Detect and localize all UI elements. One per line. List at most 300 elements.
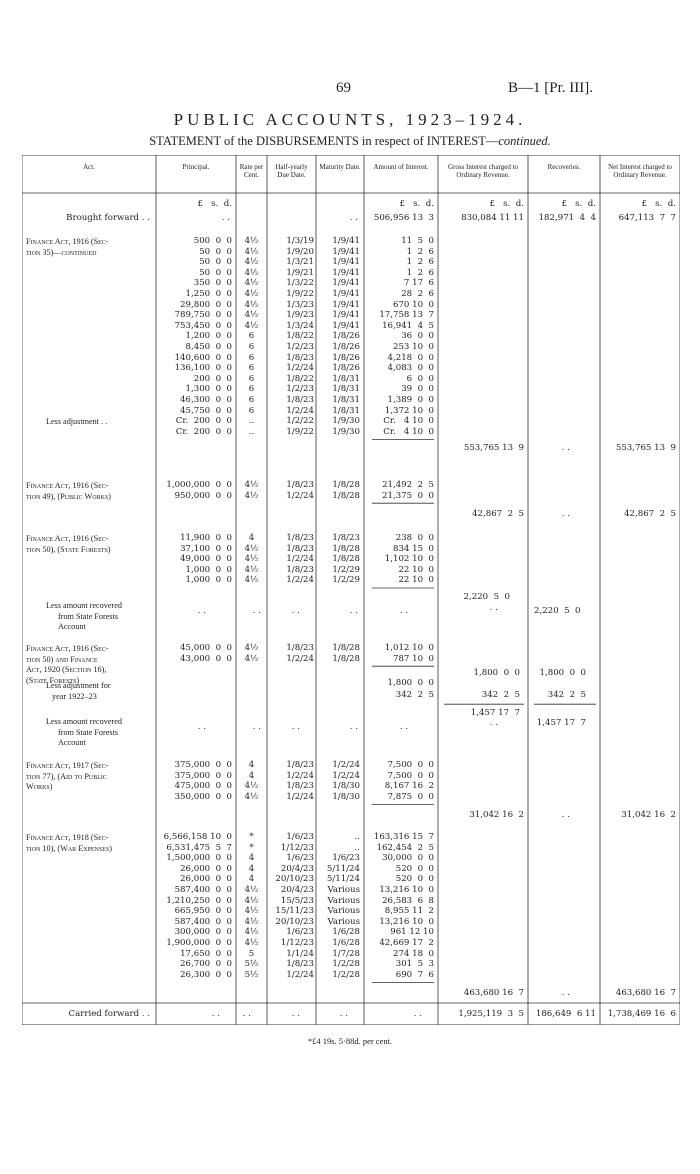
maturity-cell: 1/9/41 — [332, 310, 360, 321]
rate-cell: 4 — [248, 770, 255, 781]
due-date-cell: 1/1/24 — [286, 948, 314, 959]
table-cell: . . — [211, 1009, 220, 1019]
principal-cell: 45,000 0 0 — [180, 643, 232, 653]
rate-cell: * — [249, 832, 254, 842]
column-header: Maturity Date. — [319, 163, 361, 171]
column-header: Recoveries. — [547, 163, 581, 171]
rate-cell: 6 — [248, 342, 255, 352]
principal-cell: 665,950 0 0 — [174, 906, 232, 917]
interest-cell: 26,583 6 8 — [382, 895, 434, 906]
principal-cell: 200 0 0 — [193, 373, 232, 384]
rate-cell: 4½ — [244, 490, 259, 501]
carried-forward-gross: 1,925,119 3 5 — [458, 1009, 524, 1019]
rate-cell: 6 — [248, 352, 255, 363]
due-date-cell: 20/4/23 — [280, 863, 314, 874]
due-date-cell: 1/3/23 — [286, 299, 314, 310]
rate-cell: 6 — [248, 363, 255, 374]
maturity-cell: 1/6/28 — [332, 938, 360, 948]
table-cell: . . — [349, 213, 358, 223]
due-date-cell: 1/2/22 — [286, 416, 314, 427]
maturity-cell: 1/9/41 — [332, 278, 360, 289]
subtotal-amount: 1,800 0 0 — [387, 678, 434, 689]
due-date-cell: 1/3/19 — [286, 236, 314, 246]
due-date-cell: 1/8/23 — [286, 760, 314, 770]
rate-cell: 4½ — [244, 246, 259, 257]
principal-cell: Cr. 200 0 0 — [175, 416, 232, 427]
rate-cell: 4½ — [244, 564, 259, 575]
principal-cell: 500 0 0 — [193, 236, 232, 246]
net-total: 31,042 16 2 — [621, 810, 676, 821]
maturity-cell: 1/8/28 — [332, 643, 360, 653]
due-date-cell: 1/2/24 — [286, 554, 314, 565]
maturity-cell: 1/8/28 — [332, 480, 360, 490]
due-date-cell: 15/5/23 — [280, 895, 314, 906]
table-cell: . . — [197, 722, 206, 733]
principal-cell: 50 0 0 — [199, 246, 232, 257]
maturity-cell: 1/9/41 — [332, 289, 360, 299]
currency-heading: £ s. d. — [197, 199, 232, 209]
rate-cell: 4½ — [244, 236, 259, 246]
recovery-note: Account — [58, 738, 86, 748]
principal-cell: 350 0 0 — [193, 278, 232, 289]
maturity-cell: 1/9/41 — [332, 267, 360, 278]
section-act-title: tion 77), (Aid to Public — [26, 771, 107, 781]
interest-cell: 6 0 0 — [406, 373, 434, 384]
table-cell: . . — [489, 718, 498, 729]
due-date-cell: 20/4/23 — [280, 885, 314, 895]
maturity-cell: 1/8/26 — [332, 342, 360, 352]
rate-cell: 4½ — [244, 906, 259, 917]
maturity-cell: 1/8/28 — [332, 543, 360, 554]
interest-cell: 238 0 0 — [395, 533, 434, 543]
interest-cell: 163,316 15 7 — [373, 832, 434, 842]
recoveries-total: . . — [561, 810, 570, 821]
principal-cell: 375,000 0 0 — [174, 760, 232, 770]
principal-cell: 587,400 0 0 — [174, 885, 232, 895]
interest-cell: 22 10 0 — [398, 564, 434, 575]
interest-cell: 1,389 0 0 — [387, 395, 434, 405]
principal-cell: 46,300 0 0 — [180, 395, 232, 405]
maturity-cell: Various — [327, 885, 360, 895]
interest-cell: 1 2 6 — [406, 257, 434, 268]
section-act-title: tion 35)—continued — [26, 247, 97, 257]
rate-cell: 4½ — [244, 278, 259, 289]
interest-cell: 253 10 0 — [392, 342, 434, 352]
rate-cell: 4½ — [244, 781, 259, 792]
principal-cell: 1,200 0 0 — [185, 331, 232, 342]
maturity-cell: Various — [327, 895, 360, 906]
maturity-cell: Various — [327, 916, 360, 927]
maturity-cell: 1/6/28 — [332, 927, 360, 938]
principal-cell: 45,750 0 0 — [180, 405, 232, 416]
maturity-cell: 1/8/31 — [332, 384, 360, 395]
rate-cell: 4½ — [244, 289, 259, 299]
interest-cell: 834 15 0 — [392, 543, 434, 554]
interest-cell: 301 5 3 — [395, 959, 434, 970]
principal-cell: 789,750 0 0 — [174, 310, 232, 321]
due-date-cell: 1/8/22 — [286, 331, 314, 342]
due-date-cell: 1/3/22 — [286, 278, 314, 289]
column-header: Amount of Interest. — [373, 163, 429, 171]
rate-cell: 4 — [248, 853, 255, 864]
gross-total: 31,042 16 2 — [469, 810, 524, 821]
interest-cell: 1,012 10 0 — [384, 643, 434, 653]
due-date-cell: 1/8/22 — [286, 373, 314, 384]
rate-cell: 6 — [248, 331, 255, 342]
interest-cell: 690 7 6 — [395, 969, 434, 980]
interest-cell: 8,955 11 2 — [384, 906, 434, 917]
principal-cell: 8,450 0 0 — [185, 342, 232, 352]
recoveries-total: 2,220 5 0 — [534, 606, 581, 616]
rate-cell: 4½ — [244, 299, 259, 310]
column-header: Principal. — [182, 163, 210, 171]
column-header: Half-yearly Due Date. — [275, 163, 308, 179]
brought-forward-net: 647,113 7 7 — [618, 213, 676, 223]
maturity-cell: .. — [354, 842, 360, 853]
net-recoveries: 1,457 17 7 — [536, 718, 586, 729]
gross-total: 463,680 16 7 — [463, 988, 524, 999]
maturity-cell: 1/8/31 — [332, 405, 360, 416]
interest-cell: 17,758 13 7 — [379, 310, 434, 321]
rate-cell: 4½ — [244, 916, 259, 927]
due-date-cell: 1/9/22 — [286, 426, 314, 437]
interest-cell: 42,669 17 2 — [379, 938, 434, 948]
principal-cell: 26,000 0 0 — [180, 863, 232, 874]
due-date-cell: 1/2/23 — [286, 384, 314, 395]
gross-total: 42,867 2 5 — [472, 509, 524, 520]
due-date-cell: 1/12/23 — [280, 938, 314, 948]
due-date-cell: 1/8/23 — [286, 781, 314, 792]
maturity-cell: 1/9/41 — [332, 320, 360, 331]
due-date-cell: 1/8/23 — [286, 480, 314, 490]
rate-cell: 4½ — [244, 320, 259, 331]
interest-cell: 22 10 0 — [398, 575, 434, 586]
brought-forward-recoveries: 182,971 4 4 — [538, 213, 596, 223]
rate-cell: 4½ — [244, 267, 259, 278]
interest-cell: 11 5 0 — [401, 236, 434, 246]
rate-cell: 4½ — [244, 310, 259, 321]
maturity-cell: 1/8/28 — [332, 554, 360, 565]
maturity-cell: 1/8/26 — [332, 363, 360, 374]
principal-cell: 1,210,250 0 0 — [166, 895, 232, 906]
rate-cell: 4½ — [244, 257, 259, 268]
principal-cell: 587,400 0 0 — [174, 916, 232, 927]
interest-cell: 520 0 0 — [395, 874, 434, 885]
recovery-note: Less amount recovered — [46, 601, 122, 610]
principal-cell: 6,566,158 10 0 — [163, 832, 232, 842]
due-date-cell: 1/9/20 — [286, 246, 314, 257]
principal-cell: Cr. 200 0 0 — [175, 426, 232, 437]
due-date-cell: 1/3/24 — [286, 320, 314, 331]
recovery-note: Account — [58, 622, 86, 632]
maturity-cell: 5/11/24 — [326, 863, 360, 874]
maturity-cell: 5/11/24 — [326, 874, 360, 885]
interest-cell: 4,083 0 0 — [387, 363, 434, 374]
maturity-cell: 1/9/30 — [332, 416, 360, 427]
rate-cell: .. — [248, 426, 255, 437]
subtitle-tail: continued. — [498, 134, 551, 148]
principal-cell: 49,000 0 0 — [180, 554, 232, 565]
principal-cell: 11,900 0 0 — [180, 533, 232, 543]
currency-heading: £ s. d. — [641, 199, 676, 209]
brought-forward-gross: 830,084 11 11 — [461, 213, 524, 223]
interest-cell: 16,941 4 5 — [382, 320, 434, 331]
rate-cell: 4 — [248, 533, 255, 543]
table-cell: . . — [197, 606, 206, 616]
due-date-cell: 1/2/24 — [286, 405, 314, 416]
rate-cell: 4½ — [244, 927, 259, 938]
interest-cell: 7,500 0 0 — [387, 770, 434, 781]
net-gross: 1,457 17 7 — [470, 708, 520, 719]
maturity-cell: 1/9/41 — [332, 236, 360, 246]
rate-cell: 4½ — [244, 885, 259, 895]
principal-cell: 26,700 0 0 — [180, 959, 232, 970]
rate-cell: 4 — [248, 760, 255, 770]
maturity-cell: 1/8/31 — [332, 373, 360, 384]
currency-heading: £ s. d. — [399, 199, 434, 209]
maturity-cell: 1/2/28 — [332, 959, 360, 970]
maturity-cell: 1/8/23 — [332, 533, 360, 543]
maturity-cell: 1/8/26 — [332, 352, 360, 363]
table-cell: . . — [349, 722, 358, 733]
due-date-cell: 1/8/23 — [286, 533, 314, 543]
principal-cell: 37,100 0 0 — [180, 543, 232, 554]
table-cell: . . — [291, 1009, 300, 1019]
maturity-cell: 1/8/28 — [332, 490, 360, 501]
interest-cell: 787 10 0 — [392, 653, 434, 664]
interest-cell: 13,216 10 0 — [379, 885, 434, 895]
table-cell: . . — [413, 1009, 422, 1019]
recovery-note: Less amount recovered — [46, 717, 122, 727]
column-header: Net Interest charged to Ordinary Revenue. — [608, 163, 672, 179]
due-date-cell: 1/9/23 — [286, 310, 314, 321]
due-date-cell: 1/8/23 — [286, 543, 314, 554]
interest-cell: 21,492 2 5 — [382, 480, 434, 490]
page-title: PUBLIC ACCOUNTS, 1923–1924. — [173, 110, 527, 129]
column-header: Act. — [83, 163, 95, 171]
recoveries-total: . . — [561, 509, 570, 520]
maturity-cell: 1/9/30 — [332, 426, 360, 437]
subtitle-lead: STATEMENT of the DISBURSEMENTS in respect of INTEREST— — [149, 134, 499, 148]
rate-cell: 4½ — [244, 938, 259, 948]
adjustment-label: year 1922–23 — [52, 691, 97, 701]
maturity-cell: 1/2/29 — [332, 575, 360, 586]
due-date-cell: 1/2/24 — [286, 969, 314, 980]
interest-cell: Cr. 4 10 0 — [383, 416, 434, 427]
principal-cell: 1,000 0 0 — [185, 564, 232, 575]
due-date-cell: 15/11/23 — [275, 906, 314, 917]
section-act-title: Finance Act, 1918 (Sec- — [26, 833, 109, 842]
adjustment-recoveries: 342 2 5 — [547, 690, 586, 701]
interest-cell: 30,000 0 0 — [382, 853, 434, 864]
net-total: 553,765 13 9 — [615, 443, 676, 454]
carried-forward-label: Carried forward . . — [68, 1009, 150, 1019]
page-subtitle — [0, 134, 700, 149]
interest-cell: 8,167 16 2 — [384, 781, 434, 792]
brought-forward-amount: 506,956 13 3 — [373, 213, 434, 223]
interest-cell: 1,102 10 0 — [384, 554, 434, 565]
principal-cell: 43,000 0 0 — [180, 653, 232, 664]
due-date-cell: 1/2/24 — [286, 490, 314, 501]
carried-forward-net: 1,738,469 16 6 — [607, 1009, 676, 1019]
table-cell: . . — [349, 606, 358, 616]
maturity-cell: .. — [354, 832, 360, 842]
column-header: Rate per Cent. — [239, 163, 264, 179]
interest-cell: 1,372 10 0 — [384, 405, 434, 416]
principal-cell: 300,000 0 0 — [174, 927, 232, 938]
due-date-cell: 1/3/21 — [286, 257, 314, 268]
maturity-cell: 1/2/24 — [332, 770, 360, 781]
rate-cell: 5 — [248, 948, 255, 959]
recoveries-total: 1,800 0 0 — [539, 668, 586, 679]
due-date-cell: 1/8/23 — [286, 643, 314, 653]
carried-forward-recoveries: 186,649 6 11 — [535, 1009, 596, 1019]
principal-cell: 26,000 0 0 — [180, 874, 232, 885]
adjustment-label: Less adjustment for — [46, 681, 111, 691]
interest-cell: 7 17 6 — [403, 278, 434, 289]
due-date-cell: 1/6/23 — [286, 927, 314, 938]
interest-cell: 670 10 0 — [392, 299, 434, 310]
maturity-cell: 1/2/29 — [332, 564, 360, 575]
interest-cell: 4,218 0 0 — [387, 352, 434, 363]
principal-cell: 50 0 0 — [199, 267, 232, 278]
column-header: Gross Interest charged to Ordinary Revenue. — [447, 163, 519, 179]
due-date-cell: 1/2/24 — [286, 791, 314, 802]
maturity-cell: 1/9/41 — [332, 257, 360, 268]
rate-cell: .. — [248, 416, 255, 427]
maturity-cell: 1/9/41 — [332, 246, 360, 257]
section-act-title: Works) — [26, 782, 53, 792]
interest-cell: 21,375 0 0 — [382, 490, 434, 501]
due-date-cell: 1/8/23 — [286, 959, 314, 970]
rate-cell: 4 — [248, 874, 255, 885]
rate-cell: 4½ — [244, 791, 259, 802]
interest-cell: 1 2 6 — [406, 267, 434, 278]
recovery-note: from State Forests — [58, 727, 119, 737]
rate-cell: 6 — [248, 373, 255, 384]
interest-cell: Cr. 4 10 0 — [383, 426, 434, 437]
net-total: 42,867 2 5 — [624, 509, 676, 520]
maturity-cell: 1/2/28 — [332, 969, 360, 980]
due-date-cell: 1/8/23 — [286, 564, 314, 575]
table-cell: . . — [242, 1009, 251, 1019]
principal-cell: 26,300 0 0 — [180, 969, 232, 980]
table-cell: . . — [221, 213, 230, 223]
maturity-cell: Various — [327, 906, 360, 917]
principal-cell: 475,000 0 0 — [174, 781, 232, 792]
table-cell: . . — [291, 722, 300, 733]
page-reference: B—1 [Pr. III]. — [508, 80, 593, 96]
currency-heading: £ s. d. — [561, 199, 596, 209]
due-date-cell: 1/2/24 — [286, 363, 314, 374]
principal-cell: 136,100 0 0 — [174, 363, 232, 374]
maturity-cell: 1/8/26 — [332, 331, 360, 342]
rate-cell: 4½ — [244, 554, 259, 565]
principal-cell: 29,800 0 0 — [180, 299, 232, 310]
maturity-cell: 1/2/24 — [332, 760, 360, 770]
rate-cell: 6 — [248, 405, 255, 416]
rate-cell: * — [249, 842, 254, 853]
section-act-title: tion 50) and Finance — [26, 654, 98, 664]
rate-cell: 5½ — [244, 959, 259, 970]
recovery-note: from State Forests — [58, 611, 119, 621]
principal-cell: 1,900,000 0 0 — [166, 938, 232, 948]
adjustment-label: Less adjustment . . — [46, 417, 108, 427]
currency-heading: £ s. d. — [489, 199, 524, 209]
interest-cell: 274 18 0 — [392, 948, 434, 959]
maturity-cell: 1/8/30 — [332, 791, 360, 802]
rate-cell: 4½ — [244, 643, 259, 653]
maturity-cell: 1/8/28 — [332, 653, 360, 664]
due-date-cell: 1/8/23 — [286, 352, 314, 363]
due-date-cell: 1/2/24 — [286, 575, 314, 586]
section-act-title: Finance Act, 1916 (Sec- — [26, 534, 109, 543]
due-date-cell: 20/10/23 — [275, 916, 314, 927]
due-date-cell: 20/10/23 — [275, 874, 314, 885]
rate-cell: 4½ — [244, 575, 259, 586]
net-total: 463,680 16 7 — [615, 988, 676, 999]
due-date-cell: 1/9/22 — [286, 289, 314, 299]
interest-table — [22, 155, 680, 1025]
due-date-cell: 1/2/24 — [286, 653, 314, 664]
rate-cell: 6 — [248, 384, 255, 395]
footnote: *£4 19s. 5·88d. per cent. — [307, 1036, 393, 1046]
due-date-cell: 1/8/23 — [286, 395, 314, 405]
interest-cell: 39 0 0 — [401, 384, 434, 395]
interest-cell: 961 12 10 — [390, 927, 434, 938]
gross-total: 1,800 0 0 — [473, 668, 520, 679]
maturity-cell: 1/6/23 — [332, 853, 360, 864]
section-act-title: Finance Act, 1917 (Sec- — [26, 761, 109, 770]
rate-cell: 4 — [248, 863, 255, 874]
interest-cell: 520 0 0 — [395, 863, 434, 874]
principal-cell: 375,000 0 0 — [174, 770, 232, 781]
section-act-title: tion 49), (Public Works) — [26, 491, 112, 501]
rate-cell: 5½ — [244, 969, 259, 980]
principal-cell: 950,000 0 0 — [174, 490, 232, 501]
gross-total: 2,220 5 0 — [463, 592, 510, 602]
section-act-title: Act, 1920 (Section 16), — [26, 665, 107, 675]
rate-cell: 6 — [248, 395, 255, 405]
adjustment-amount: 342 2 5 — [395, 690, 434, 701]
section-act-title: Finance Act, 1916 (Sec- — [26, 237, 109, 246]
principal-cell: 1,300 0 0 — [185, 384, 232, 395]
brought-forward-label: Brought forward . . — [66, 213, 150, 223]
page-number: 69 — [336, 80, 351, 96]
adjustment-gross: 342 2 5 — [481, 690, 520, 701]
interest-cell: 28 2 6 — [401, 289, 434, 299]
rate-cell: 4½ — [244, 480, 259, 490]
interest-cell: 162,454 2 5 — [376, 842, 434, 853]
gross-total: 553,765 13 9 — [463, 443, 524, 454]
principal-cell: 50 0 0 — [199, 257, 232, 268]
section-act-title: tion 50), (State Forests) — [26, 544, 111, 554]
principal-cell: 17,650 0 0 — [180, 948, 232, 959]
section-act-title: (State Forests) — [26, 675, 80, 685]
section-act-title: tion 10), (War Expenses) — [26, 843, 112, 853]
interest-cell: 7,875 0 0 — [387, 791, 434, 802]
interest-cell: 1 2 6 — [406, 246, 434, 257]
maturity-cell: 1/8/30 — [332, 781, 360, 792]
table-cell: . . — [291, 606, 300, 616]
section-act-title: Finance Act, 1916 (Sec- — [26, 481, 109, 490]
due-date-cell: 1/6/23 — [286, 832, 314, 842]
interest-cell: 13,216 10 0 — [379, 916, 434, 927]
interest-cell: 36 0 0 — [401, 331, 434, 342]
interest-cell: 7,500 0 0 — [387, 760, 434, 770]
principal-cell: 1,250 0 0 — [185, 289, 232, 299]
due-date-cell: 1/6/23 — [286, 853, 314, 864]
